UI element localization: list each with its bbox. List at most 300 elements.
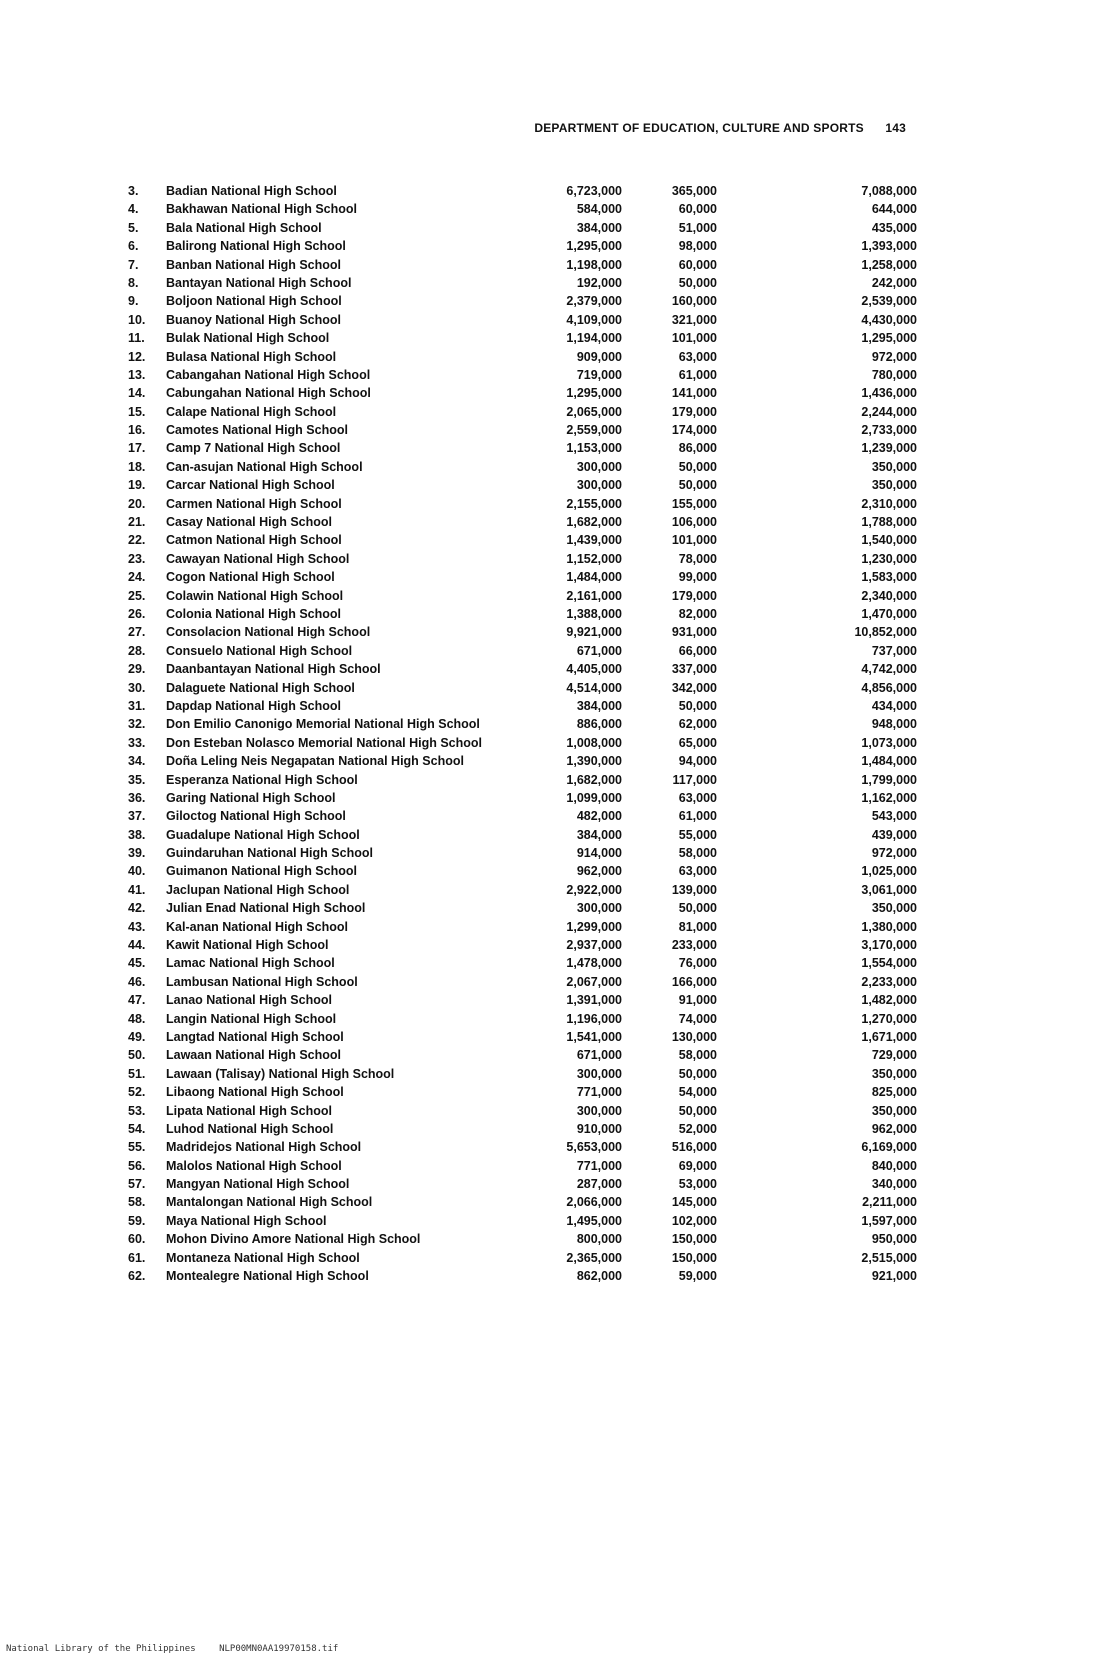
amount-col-2: 99,000 [678, 570, 717, 585]
amount-col-1: 4,109,000 [566, 312, 622, 327]
amount-total: 4,430,000 [861, 312, 917, 327]
table-row [0, 1028, 1102, 1046]
row-number: 27. [128, 625, 146, 640]
page-header [534, 121, 906, 135]
school-name: Langtad National High School [166, 1029, 344, 1044]
amount-total: 350,000 [871, 901, 917, 916]
amount-col-1: 384,000 [576, 827, 622, 842]
row-number: 43. [128, 919, 146, 934]
amount-total: 350,000 [871, 1103, 917, 1118]
amount-col-2: 52,000 [678, 1121, 717, 1136]
school-name: Jaclupan National High School [166, 882, 350, 897]
row-number: 18. [128, 459, 146, 474]
table-row [0, 881, 1102, 899]
row-number: 39. [128, 846, 146, 861]
amount-col-1: 300,000 [576, 478, 622, 493]
row-number: 28. [128, 643, 146, 658]
table-row [0, 237, 1102, 255]
school-name: Camotes National High School [166, 423, 348, 438]
amount-col-2: 74,000 [678, 1011, 717, 1026]
amount-col-1: 384,000 [576, 698, 622, 713]
amount-col-2: 145,000 [671, 1195, 717, 1210]
table-row [0, 439, 1102, 457]
page-footer [6, 1644, 338, 1654]
table-row [0, 256, 1102, 274]
school-name: Luhod National High School [166, 1121, 334, 1136]
school-name: Esperanza National High School [166, 772, 358, 787]
row-number: 24. [128, 570, 146, 585]
table-row [0, 274, 1102, 292]
row-number: 61. [128, 1250, 146, 1265]
amount-total: 350,000 [871, 1066, 917, 1081]
amount-total: 825,000 [871, 1085, 917, 1100]
amount-col-1: 671,000 [576, 1048, 622, 1063]
table-row [0, 660, 1102, 678]
school-name: Lamac National High School [166, 956, 335, 971]
page-number: 143 [885, 121, 906, 135]
school-name: Bala National High School [166, 220, 322, 235]
amount-col-1: 2,379,000 [566, 294, 622, 309]
amount-col-2: 931,000 [671, 625, 717, 640]
amount-col-1: 5,653,000 [566, 1140, 622, 1155]
amount-total: 780,000 [871, 367, 917, 382]
amount-col-1: 1,299,000 [566, 919, 622, 934]
school-name: Cabangahan National High School [166, 367, 371, 382]
amount-col-2: 342,000 [671, 680, 717, 695]
amount-col-2: 60,000 [678, 202, 717, 217]
row-number: 49. [128, 1029, 146, 1044]
school-name: Julian Enad National High School [166, 901, 366, 916]
amount-col-2: 55,000 [678, 827, 717, 842]
amount-col-1: 1,196,000 [566, 1011, 622, 1026]
amount-col-1: 192,000 [576, 275, 622, 290]
amount-total: 434,000 [871, 698, 917, 713]
amount-total: 1,671,000 [861, 1029, 917, 1044]
school-name: Libaong National High School [166, 1085, 344, 1100]
amount-col-2: 53,000 [678, 1177, 717, 1192]
amount-col-1: 482,000 [576, 809, 622, 824]
school-name: Bakhawan National High School [166, 202, 357, 217]
amount-col-2: 65,000 [678, 735, 717, 750]
amount-total: 4,742,000 [861, 662, 917, 677]
amount-total: 7,088,000 [861, 184, 917, 198]
amount-total: 737,000 [871, 643, 917, 658]
amount-total: 6,169,000 [861, 1140, 917, 1155]
amount-col-2: 63,000 [678, 349, 717, 364]
row-number: 42. [128, 901, 146, 916]
table-row [0, 200, 1102, 218]
amount-col-1: 1,099,000 [566, 790, 622, 805]
amount-total: 1,230,000 [861, 551, 917, 566]
row-number: 22. [128, 533, 146, 548]
school-name: Guadalupe National High School [166, 827, 360, 842]
row-number: 15. [128, 404, 146, 419]
table-row [0, 918, 1102, 936]
amount-col-2: 50,000 [678, 459, 717, 474]
amount-col-1: 4,514,000 [566, 680, 622, 695]
school-name: Dalaguete National High School [166, 680, 355, 695]
row-number: 45. [128, 956, 146, 971]
amount-total: 2,539,000 [861, 294, 917, 309]
amount-total: 2,211,000 [862, 1195, 917, 1210]
amount-col-2: 61,000 [678, 809, 717, 824]
amount-col-1: 671,000 [576, 643, 622, 658]
table-row [0, 1120, 1102, 1138]
amount-total: 948,000 [871, 717, 917, 732]
row-number: 58. [128, 1195, 146, 1210]
amount-total: 1,482,000 [861, 993, 917, 1008]
row-number: 8. [128, 275, 139, 290]
amount-col-2: 166,000 [671, 974, 717, 989]
amount-col-1: 771,000 [576, 1085, 622, 1100]
table-row [0, 679, 1102, 697]
school-name: Guimanon National High School [166, 864, 357, 879]
school-name: Lawaan (Talisay) National High School [166, 1066, 395, 1081]
amount-col-2: 50,000 [678, 1103, 717, 1118]
row-number: 55. [128, 1140, 146, 1155]
table-row [0, 936, 1102, 954]
table-row [0, 348, 1102, 366]
table-row [0, 458, 1102, 476]
school-name: Badian National High School [166, 184, 337, 198]
table-row [0, 495, 1102, 513]
table-row [0, 513, 1102, 531]
amount-total: 10,852,000 [854, 625, 917, 640]
table-row [0, 1212, 1102, 1230]
row-number: 3. [128, 184, 139, 198]
amount-total: 2,244,000 [861, 404, 917, 419]
table-row [0, 292, 1102, 310]
amount-col-2: 50,000 [678, 478, 717, 493]
amount-col-2: 78,000 [678, 551, 717, 566]
school-name: Can-asujan National High School [166, 459, 363, 474]
amount-col-1: 2,937,000 [566, 938, 622, 953]
table-row [0, 329, 1102, 347]
amount-col-1: 909,000 [576, 349, 622, 364]
amount-total: 921,000 [871, 1269, 917, 1284]
amount-col-1: 1,008,000 [566, 735, 622, 750]
amount-total: 1,788,000 [861, 515, 917, 530]
school-name: Kawit National High School [166, 938, 329, 953]
amount-col-2: 98,000 [678, 239, 717, 254]
school-name: Banban National High School [166, 257, 342, 272]
amount-col-1: 886,000 [576, 717, 622, 732]
row-number: 33. [128, 735, 146, 750]
school-name: Buanoy National High School [166, 312, 342, 327]
amount-col-1: 2,067,000 [566, 974, 622, 989]
row-number: 23. [128, 551, 146, 566]
table-row [0, 568, 1102, 586]
amount-col-1: 2,161,000 [566, 588, 622, 603]
amount-total: 2,233,000 [861, 974, 917, 989]
amount-col-2: 86,000 [678, 441, 717, 456]
amount-total: 1,295,000 [861, 331, 917, 346]
amount-col-1: 1,682,000 [566, 515, 622, 530]
amount-col-2: 179,000 [671, 588, 717, 603]
school-name: Boljoon National High School [166, 294, 342, 309]
amount-col-2: 66,000 [678, 643, 717, 658]
amount-col-1: 9,921,000 [566, 625, 622, 640]
amount-col-1: 1,495,000 [566, 1213, 622, 1228]
row-number: 16. [128, 423, 146, 438]
amount-col-2: 60,000 [678, 257, 717, 272]
row-number: 4. [128, 202, 139, 217]
amount-total: 1,393,000 [861, 239, 917, 254]
amount-total: 1,025,000 [861, 864, 917, 879]
row-number: 14. [128, 386, 146, 401]
school-name: Mangyan National High School [166, 1177, 350, 1192]
amount-col-1: 2,065,000 [566, 404, 622, 419]
school-name: Dapdap National High School [166, 698, 342, 713]
row-number: 9. [128, 294, 139, 309]
school-name: Guindaruhan National High School [166, 846, 373, 861]
school-name: Consolacion National High School [166, 625, 371, 640]
amount-col-1: 1,152,000 [566, 551, 622, 566]
row-number: 50. [128, 1048, 146, 1063]
table-row [0, 1249, 1102, 1267]
row-number: 5. [128, 220, 139, 235]
row-number: 29. [128, 662, 146, 677]
school-name: Cogon National High School [166, 570, 335, 585]
row-number: 46. [128, 974, 146, 989]
table-row [0, 862, 1102, 880]
school-name: Giloctog National High School [166, 809, 346, 824]
row-number: 7. [128, 257, 139, 272]
row-number: 54. [128, 1121, 146, 1136]
row-number: 13. [128, 367, 146, 382]
row-number: 32. [128, 717, 146, 732]
amount-col-2: 117,000 [672, 772, 717, 787]
row-number: 19. [128, 478, 146, 493]
school-name: Montaneza National High School [166, 1250, 360, 1265]
amount-col-2: 82,000 [678, 606, 717, 621]
school-name: Colonia National High School [166, 606, 341, 621]
amount-total: 2,515,000 [861, 1250, 917, 1265]
row-number: 56. [128, 1158, 146, 1173]
amount-col-2: 81,000 [678, 919, 717, 934]
amount-col-1: 2,365,000 [566, 1250, 622, 1265]
amount-col-1: 300,000 [576, 1066, 622, 1081]
amount-col-2: 321,000 [671, 312, 717, 327]
table-row [0, 1193, 1102, 1211]
amount-col-2: 233,000 [671, 938, 717, 953]
amount-col-1: 910,000 [576, 1121, 622, 1136]
amount-col-2: 63,000 [678, 790, 717, 805]
footer-source: National Library of the Philippines [6, 1644, 196, 1654]
row-number: 57. [128, 1177, 146, 1192]
amount-col-2: 58,000 [678, 846, 717, 861]
amount-col-1: 1,295,000 [566, 386, 622, 401]
row-number: 37. [128, 809, 146, 824]
amount-col-2: 69,000 [678, 1158, 717, 1173]
amount-col-1: 1,541,000 [566, 1029, 622, 1044]
school-name: Don Esteban Nolasco Memorial National High School [166, 735, 483, 750]
amount-total: 4,856,000 [861, 680, 917, 695]
amount-col-2: 94,000 [678, 754, 717, 769]
amount-total: 350,000 [871, 478, 917, 493]
amount-col-2: 51,000 [678, 220, 717, 235]
table-row [0, 1083, 1102, 1101]
amount-col-2: 59,000 [678, 1269, 717, 1284]
table-row [0, 587, 1102, 605]
amount-col-2: 91,000 [678, 993, 717, 1008]
amount-col-2: 106,000 [671, 515, 717, 530]
amount-total: 3,061,000 [861, 882, 917, 897]
row-number: 48. [128, 1011, 146, 1026]
amount-col-1: 1,484,000 [566, 570, 622, 585]
school-name: Lipata National High School [166, 1103, 332, 1118]
school-name: Bantayan National High School [166, 275, 352, 290]
amount-col-1: 1,153,000 [566, 441, 622, 456]
table-row [0, 1046, 1102, 1064]
amount-col-1: 1,388,000 [566, 606, 622, 621]
table-row [0, 531, 1102, 549]
amount-col-2: 337,000 [671, 662, 717, 677]
amount-col-2: 139,000 [671, 882, 717, 897]
amount-col-2: 160,000 [671, 294, 717, 309]
amount-col-2: 516,000 [671, 1140, 717, 1155]
row-number: 35. [128, 772, 146, 787]
table-row [0, 476, 1102, 494]
amount-col-2: 141,000 [671, 386, 717, 401]
amount-col-1: 2,559,000 [566, 423, 622, 438]
school-name: Consuelo National High School [166, 643, 353, 658]
amount-col-2: 102,000 [671, 1213, 717, 1228]
amount-col-1: 6,723,000 [566, 184, 622, 198]
school-name: Balirong National High School [166, 239, 346, 254]
row-number: 60. [128, 1232, 146, 1247]
amount-total: 840,000 [871, 1158, 917, 1173]
table-row [0, 752, 1102, 770]
amount-col-1: 962,000 [576, 864, 622, 879]
amount-total: 1,597,000 [861, 1213, 917, 1228]
school-list [0, 182, 1102, 1285]
row-number: 21. [128, 515, 146, 530]
row-number: 25. [128, 588, 146, 603]
school-name: Langin National High School [166, 1011, 337, 1026]
table-row [0, 1138, 1102, 1156]
row-number: 38. [128, 827, 146, 842]
row-number: 36. [128, 790, 146, 805]
amount-col-1: 1,439,000 [566, 533, 622, 548]
amount-total: 644,000 [871, 202, 917, 217]
amount-col-2: 101,000 [671, 331, 717, 346]
table-row [0, 1267, 1102, 1285]
school-name: Bulak National High School [166, 331, 330, 346]
school-name: Montealegre National High School [166, 1269, 369, 1284]
amount-col-2: 150,000 [671, 1250, 717, 1265]
amount-col-1: 771,000 [576, 1158, 622, 1173]
school-name: Cawayan National High School [166, 551, 350, 566]
school-name: Maya National High School [166, 1213, 327, 1228]
department-title: DEPARTMENT OF EDUCATION, CULTURE AND SPORTS [534, 121, 864, 135]
school-name: Madridejos National High School [166, 1140, 362, 1155]
amount-col-1: 2,155,000 [566, 496, 622, 511]
row-number: 52. [128, 1085, 146, 1100]
school-name: Malolos National High School [166, 1158, 342, 1173]
row-number: 62. [128, 1269, 146, 1284]
table-row [0, 403, 1102, 421]
amount-col-2: 58,000 [678, 1048, 717, 1063]
table-row [0, 1157, 1102, 1175]
table-row [0, 366, 1102, 384]
school-name: Colawin National High School [166, 588, 344, 603]
table-row [0, 605, 1102, 623]
amount-col-2: 63,000 [678, 864, 717, 879]
table-row [0, 771, 1102, 789]
row-number: 17. [128, 441, 146, 456]
amount-total: 543,000 [871, 809, 917, 824]
table-row [0, 715, 1102, 733]
table-row [0, 807, 1102, 825]
amount-col-1: 800,000 [576, 1232, 622, 1247]
school-name: Lanao National High School [166, 993, 332, 1008]
amount-col-2: 150,000 [671, 1232, 717, 1247]
amount-col-2: 76,000 [678, 956, 717, 971]
table-row [0, 1175, 1102, 1193]
row-number: 6. [128, 239, 139, 254]
amount-total: 1,162,000 [861, 790, 917, 805]
amount-total: 972,000 [871, 349, 917, 364]
row-number: 31. [128, 698, 146, 713]
amount-col-2: 101,000 [671, 533, 717, 548]
row-number: 34. [128, 754, 146, 769]
table-row [0, 182, 1102, 200]
amount-col-1: 1,390,000 [566, 754, 622, 769]
amount-total: 1,239,000 [861, 441, 917, 456]
school-name: Kal-anan National High School [166, 919, 348, 934]
amount-col-1: 300,000 [576, 901, 622, 916]
amount-total: 1,380,000 [861, 919, 917, 934]
amount-col-2: 155,000 [671, 496, 717, 511]
row-number: 51. [128, 1066, 146, 1081]
row-number: 12. [128, 349, 146, 364]
row-number: 30. [128, 680, 146, 695]
table-row [0, 1102, 1102, 1120]
row-number: 59. [128, 1213, 146, 1228]
amount-total: 1,554,000 [861, 956, 917, 971]
table-row [0, 844, 1102, 862]
table-row [0, 623, 1102, 641]
amount-col-2: 174,000 [671, 423, 717, 438]
row-number: 53. [128, 1103, 146, 1118]
amount-col-1: 1,295,000 [566, 239, 622, 254]
amount-col-2: 50,000 [678, 698, 717, 713]
school-name: Carmen National High School [166, 496, 342, 511]
table-row [0, 826, 1102, 844]
table-row [0, 789, 1102, 807]
amount-col-1: 2,066,000 [566, 1195, 622, 1210]
amount-col-2: 50,000 [678, 1066, 717, 1081]
school-name: Mohon Divino Amore National High School [166, 1232, 421, 1247]
amount-col-2: 130,000 [671, 1029, 717, 1044]
amount-total: 1,073,000 [861, 735, 917, 750]
amount-col-2: 365,000 [671, 184, 717, 198]
amount-total: 439,000 [871, 827, 917, 842]
school-name: Mantalongan National High School [166, 1195, 373, 1210]
amount-total: 340,000 [871, 1177, 917, 1192]
table-row [0, 973, 1102, 991]
amount-total: 1,270,000 [861, 1011, 917, 1026]
row-number: 40. [128, 864, 146, 879]
amount-col-1: 862,000 [576, 1269, 622, 1284]
amount-total: 242,000 [871, 275, 917, 290]
amount-total: 1,583,000 [861, 570, 917, 585]
row-number: 41. [128, 882, 146, 897]
amount-total: 1,436,000 [861, 386, 917, 401]
amount-col-1: 1,391,000 [566, 993, 622, 1008]
school-name: Daanbantayan National High School [166, 662, 381, 677]
